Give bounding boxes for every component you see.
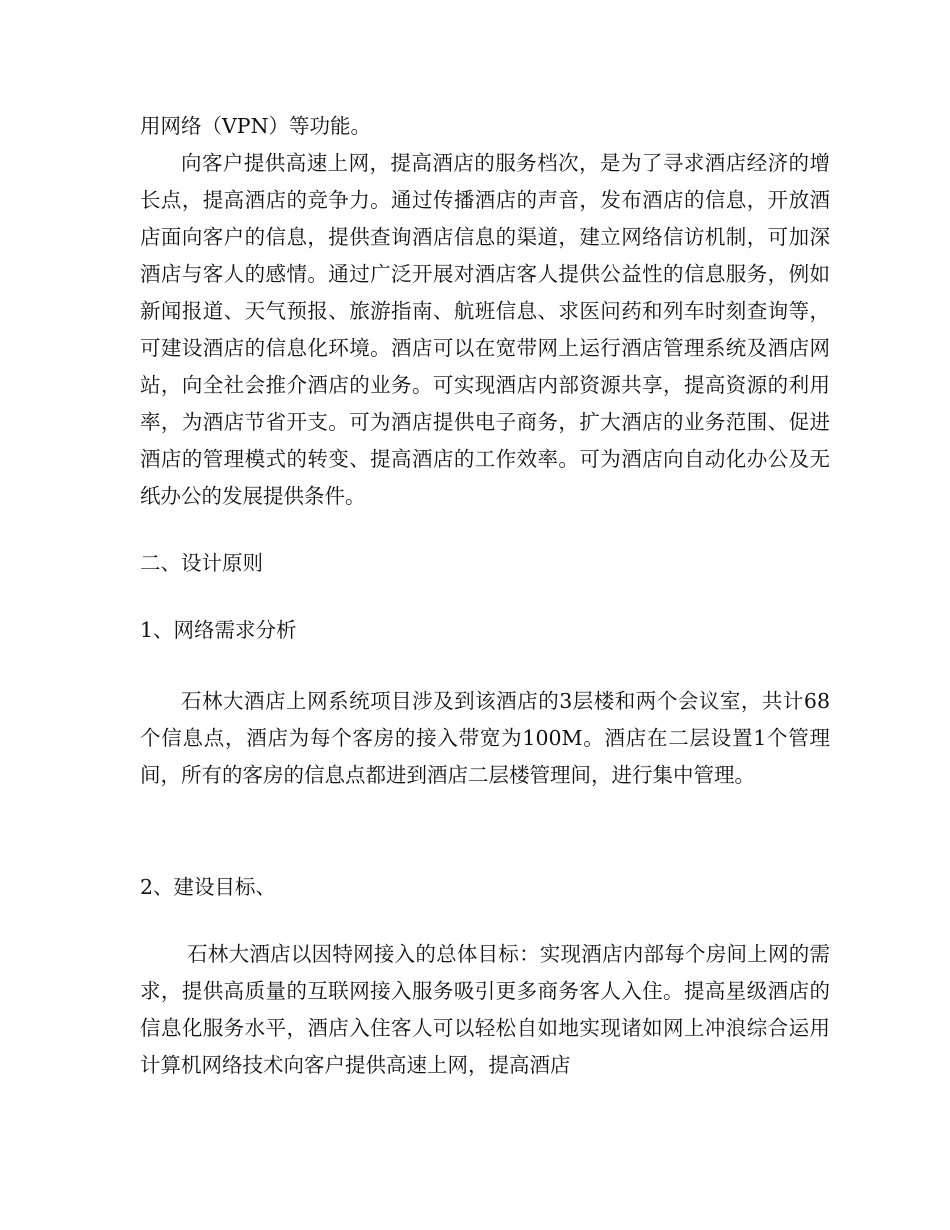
paragraph-construction-goals: 石林大酒店以因特网接入的总体目标：实现酒店内部每个房间上网的需求，提供高质量的互联网接入服务吸引更多商务客人入住。提高星级酒店的信息化服务水平，酒店入住客人可以轻松自如地实现诸如网上冲浪综合运用计算机网络技术向客户提供高速上网，提高酒店 — [140, 942, 830, 1077]
continued-paragraph: 用网络（VPN）等功能。 — [140, 114, 372, 138]
subheading-network-requirements: 1、网络需求分析 — [140, 618, 297, 642]
document-body — [140, 108, 830, 1084]
paragraph-hotel-internet-benefits: 向客户提供高速上网，提高酒店的服务档次，是为了寻求酒店经济的增长点，提高酒店的竞争力。通过传播酒店的声音，发布酒店的信息，开放酒店面向客户的信息，提供查询酒店信息的渠道，建立网络信访机制，可加深酒店与客人的感情。通过广泛开展对酒店客人提供公益性的信息服务，例如新闻报道、天气预报、旅游指南、航班信息、求医问药和列车时刻查询等，可建设酒店的信息化环境。酒店可以在宽带网上运行酒店管理系统及酒店网站，向全社会推介酒店的业务。可实现酒店内部资源共享，提高资源的利用率，为酒店节省开支。可为酒店提供电子商务，扩大酒店的业务范围、促进酒店的管理模式的转变、提高酒店的工作效率。可为酒店向自动化办公及无纸办公的发展提供条件。 — [140, 151, 830, 508]
subheading-construction-goals: 2、建设目标、 — [140, 875, 277, 899]
section-heading-design-principles: 二、设计原则 — [140, 551, 263, 575]
paragraph-network-requirements: 石林大酒店上网系统项目涉及到该酒店的3层楼和两个会议室，共计68个信息点，酒店为每个客房的接入带宽为100M。酒店在二层设置1个管理间，所有的客房的信息点都进到酒店二层楼管理间，进行集中管理。 — [140, 689, 830, 787]
